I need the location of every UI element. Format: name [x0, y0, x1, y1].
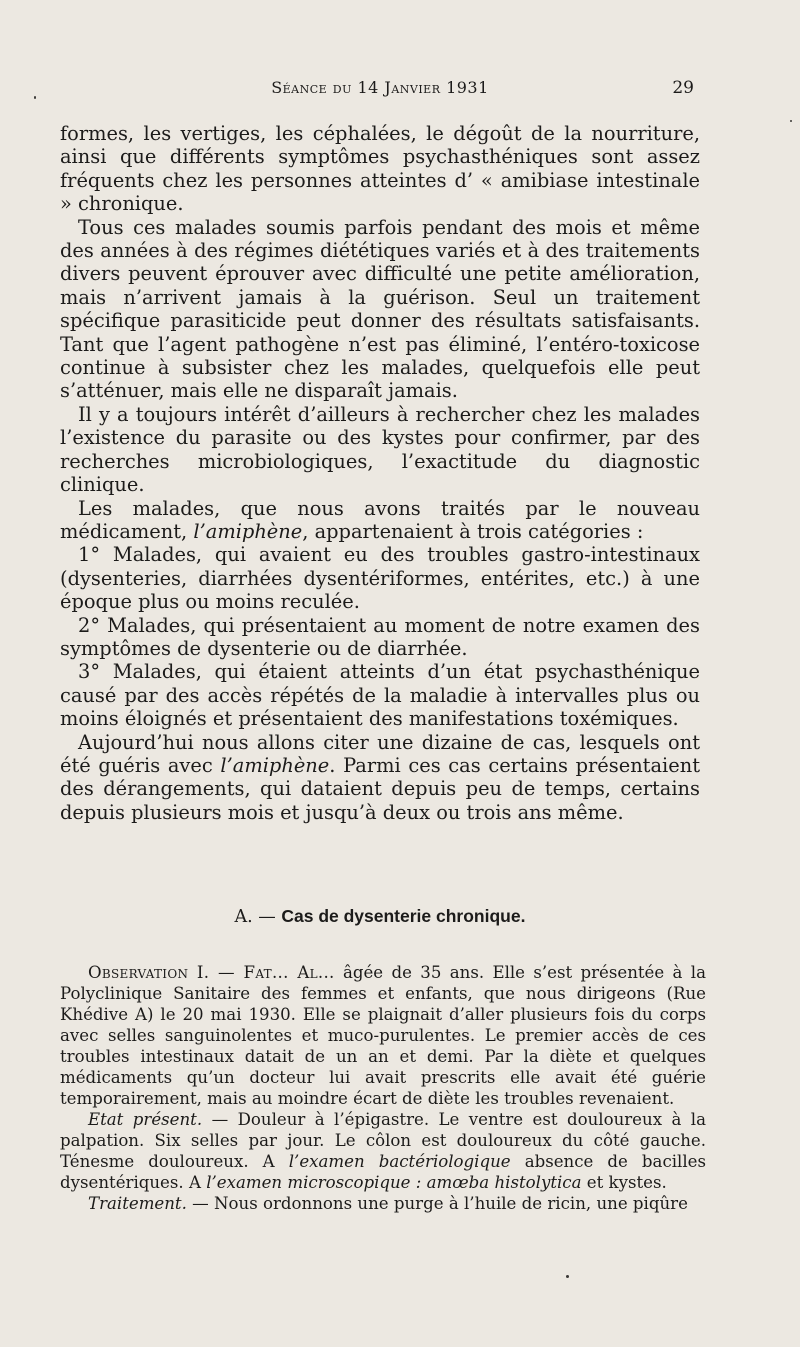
paragraph-5-text-b: . Parmi ces cas certains présentaient des dérangements, qui dataient depuis peu de temps, certains depuis plusieurs mois et jusqu’à deux ou trois ans même. — [60, 753, 700, 824]
paragraph-2: Tous ces malades soumis parfois pendant des mois et même des années à des régimes diététiques variés et à des traitements divers peuvent éprouver avec difficulté une petite amélioration, mais n’arrivent jamais à la guérison. Seul un traitement spécifique parasiticide peut donner des résultats satisfaisants. Tant que l’agent pathogène n’est pas éliminé, l’entéro-toxicose continue à subsister chez les malades, quelquefois elle peut s’atténuer, mais elle ne disparaît jamais. — [60, 215, 700, 403]
drug-name-italic: l’amiphène — [193, 519, 303, 543]
etat-text-b: absence de bacilles dysentériques. A — [60, 1152, 706, 1192]
scan-speck — [566, 1275, 569, 1278]
category-item-3: 3° Malades, qui étaient atteints d’un état psychasthénique causé par des accès répétés de la maladie à intervalles plus ou moins éloignés et présentaient des manifestations toxémiques. — [60, 660, 700, 731]
observation-intro — [60, 962, 706, 1109]
etat-italic-1: l’examen bactériologique — [288, 1152, 511, 1171]
scan-speck — [34, 96, 36, 99]
scan-speck — [790, 120, 792, 122]
paragraph-4-text-b: , appartenaient à trois catégories : — [302, 519, 644, 543]
traitement — [60, 1193, 706, 1214]
traitement-label: Traitement. — [88, 1194, 187, 1213]
observation-intro-text: âgée de 35 ans. Elle s’est présentée à la Polyclinique Sanitaire des femmes et enfants, que nous dirigeons (Rue Khédive A) le 20 mai 1930. Elle se plaignait d’aller plusieurs fois du corps avec selles sanguinolentes et muco-purulentes. Le premier accès de ces troubles intestinaux datait de un an et demi. Par la diète et quelques médicaments qu’un docteur lui avait prescrits elle avait été guérie temporairement, mais au moindre écart de diète les troubles revenaient. — [60, 963, 706, 1108]
observation-block — [60, 962, 706, 1214]
paragraph-1: formes, les vertiges, les céphalées, le dégoût de la nourriture, ainsi que différents symptômes psychasthéniques sont assez fréquents chez les personnes atteintes d’ « amibiase intestinale » chronique. — [60, 122, 700, 216]
body-text — [60, 122, 700, 824]
observation-label: Observation I. — Fat... Al... — [88, 963, 335, 982]
category-item-1: 1° Malades, qui avaient eu des troubles gastro-intestinaux (dysenteries, diarrhées dysentériformes, entérites, etc.) à une époque plus ou moins reculée. — [60, 543, 700, 614]
category-item-2: 2° Malades, qui présentaient au moment de notre examen des symptômes de dysenterie ou de diarrhée. — [60, 613, 700, 660]
section-letter: A. — — [234, 907, 276, 927]
etat-present — [60, 1109, 706, 1193]
section-heading — [60, 906, 700, 927]
section-title-text: Cas de dysenterie chronique. — [281, 906, 526, 926]
paragraph-5 — [60, 731, 700, 825]
paragraph-3: Il y a toujours intérêt d’ailleurs à rechercher chez les malades l’existence du parasite ou des kystes pour confirmer, par des recherches microbiologiques, l’exactitude du diagnostic clinique. — [60, 402, 700, 497]
paragraph-4 — [60, 497, 700, 544]
page-header — [60, 78, 700, 104]
drug-name-italic: l’amiphène — [220, 753, 330, 777]
etat-text-a: — Douleur à l’épigastre. Le ventre est douloureux à la palpation. Six selles par jour. Le côlon est douloureux du côté gauche. Ténesme douloureux. A — [60, 1110, 706, 1171]
traitement-text: — Nous ordonnons une purge à l’huile de ricin, une piqûre — [192, 1194, 688, 1213]
etat-italic-2: l’examen microscopique : amœba histolytica — [206, 1173, 582, 1192]
paragraph-5-text-a: Aujourd’hui nous allons citer une dizaine de cas, lesquels ont été guéris avec — [60, 730, 700, 777]
etat-text-c: et kystes. — [586, 1173, 667, 1192]
running-head: Séance du 14 Janvier 1931 — [271, 78, 489, 97]
page-number: 29 — [672, 78, 694, 98]
paragraph-4-text-a: Les malades, que nous avons traités par le nouveau médicament, — [60, 496, 700, 543]
etat-present-label: Etat présent. — [88, 1110, 203, 1129]
